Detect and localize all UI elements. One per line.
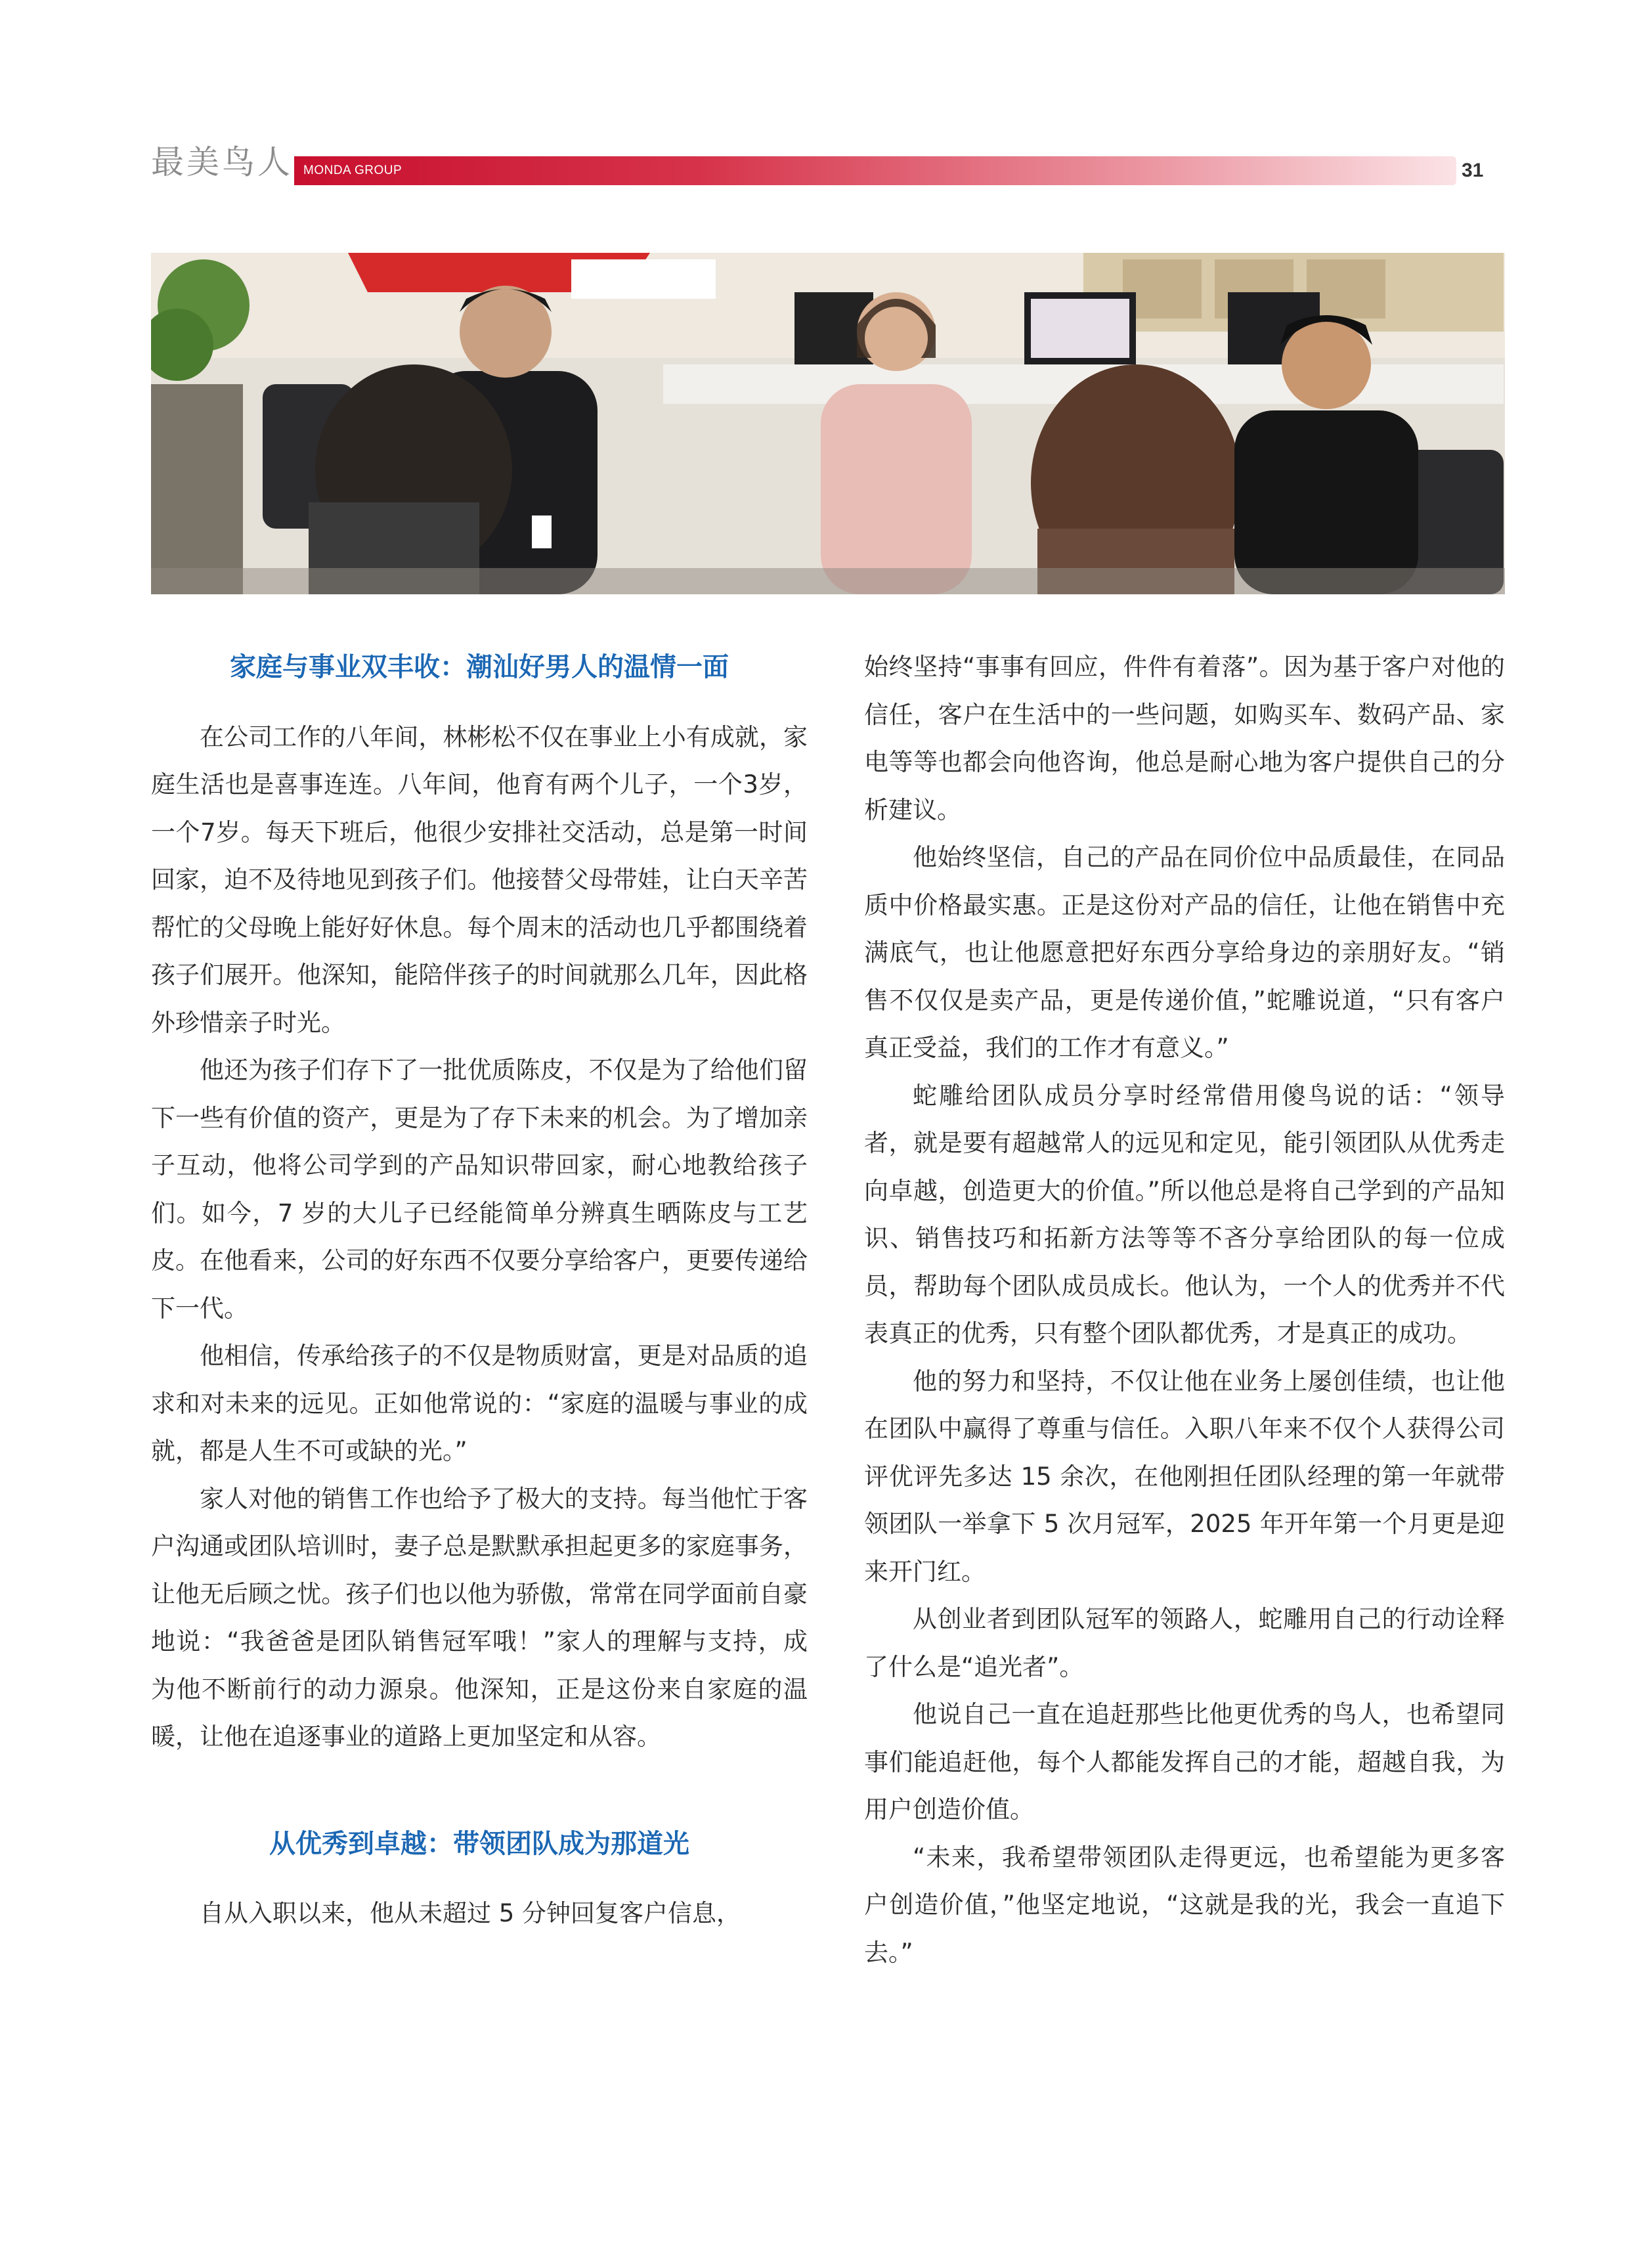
paragraph: 家人对他的销售工作也给予了极大的支持。每当他忙于客户沟通或团队培训时，妻子总是默默承担起更多的家庭事务，让他无后顾之忧。孩子们也以他为骄傲，常常在同学面前自豪地说：“我爸爸是团队销售冠军哦！”家人的理解与支持，成为他不断前行的动力源泉。他深知，正是这份来自家庭的温暖，让他在追逐事业的道路上更加坚定和从容。 <box>151 1484 808 1751</box>
paragraph: 蛇雕给团队成员分享时经常借用傻鸟说的话：“领导者，就是要有超越常人的远见和定见，能引领团队从优秀走向卓越，创造更大的价值。”所以他总是将自己学到的产品知识、销售技巧和拓新方法等等不吝分享给团队的每一位成员，帮助每个团队成员成长。他认为，一个人的优秀并不代表真正的优秀，只有整个团队都优秀，才是真正的成功。 <box>864 1081 1505 1348</box>
paragraph: “未来，我希望带领团队走得更远，也希望能为更多客户创造价值，”他坚定地说，“这就是我的光，我会一直追下去。” <box>864 1843 1505 1967</box>
section-heading-team: 从优秀到卓越：带领团队成为那道光 <box>269 1828 689 1859</box>
paragraph: 他始终坚信，自己的产品在同价位中品质最佳，在同品质中价格最实惠。正是这份对产品的信任，让他在销售中充满底气，也让他愿意把好东西分享给身边的亲朋好友。“销售不仅仅是卖产品，更是传递价值，”蛇雕说道，“只有客户真正受益，我们的工作才有意义。” <box>864 843 1505 1062</box>
left-column <box>151 644 808 1938</box>
paragraph: 从创业者到团队冠军的领路人，蛇雕用自己的行动诠释了什么是“追光者”。 <box>864 1605 1505 1681</box>
paragraph: 自从入职以来，他从未超过 5 分钟回复客户信息， <box>200 1899 741 1927</box>
paragraph-continued: 始终坚持“事事有回应，件件有着落”。因为基于客户对他的信任，客户在生活中的一些问题，如购买车、数码产品、家电等等也都会向他咨询，他总是耐心地为客户提供自己的分析建议。 <box>864 653 1505 824</box>
paragraph: 他还为孩子们存下了一批优质陈皮，不仅是为了给他们留下一些有价值的资产，更是为了存下未来的机会。为了增加亲子互动，他将公司学到的产品知识带回家，耐心地教给孩子们。如今，7 岁的大儿子已经能简单分辨真生晒陈皮与工艺皮。在他看来，公司的好东西不仅要分享给客户，更要传递给下一代。 <box>151 1056 808 1323</box>
section-heading-family: 家庭与事业双丰收：潮汕好男人的温情一面 <box>230 652 729 682</box>
paragraph: 他相信，传承给孩子的不仅是物质财富，更是对品质的追求和对未来的远见。正如他常说的：“家庭的温暖与事业的成就，都是人生不可或缺的光。” <box>151 1342 808 1465</box>
office-meeting-photo <box>151 253 1505 594</box>
header-accent-bar <box>294 156 1456 185</box>
brand-label: MONDA GROUP <box>303 164 402 177</box>
magazine-title: 最美鸟人 <box>151 143 293 181</box>
paragraph: 他说自己一直在追赶那些比他更优秀的鸟人，也希望同事们能追赶他，每个人都能发挥自己的才能，超越自我，为用户创造价值。 <box>864 1700 1505 1824</box>
right-column <box>864 644 1505 1977</box>
paragraph: 在公司工作的八年间，林彬松不仅在事业上小有成就，家庭生活也是喜事连连。八年间，他育有两个儿子，一个3岁，一个7岁。每天下班后，他很少安排社交活动，总是第一时间回家，迫不及待地见到孩子们。他接替父母带娃，让白天辛苦帮忙的父母晚上能好好休息。每个周末的活动也几乎都围绕着孩子们展开。他深知，能陪伴孩子的时间就那么几年，因此格外珍惜亲子时光。 <box>151 722 808 1037</box>
paragraph: 他的努力和坚持，不仅让他在业务上屡创佳绩，也让他在团队中赢得了尊重与信任。入职八年来不仅个人获得公司评优评先多达 15 余次，在他刚担任团队经理的第一年就带领团队一举拿下 5 次月冠军，2025 年开年第一个月更是迎来开门红。 <box>864 1367 1505 1586</box>
page-header <box>0 0 1652 197</box>
page-number: 31 <box>1462 160 1484 181</box>
